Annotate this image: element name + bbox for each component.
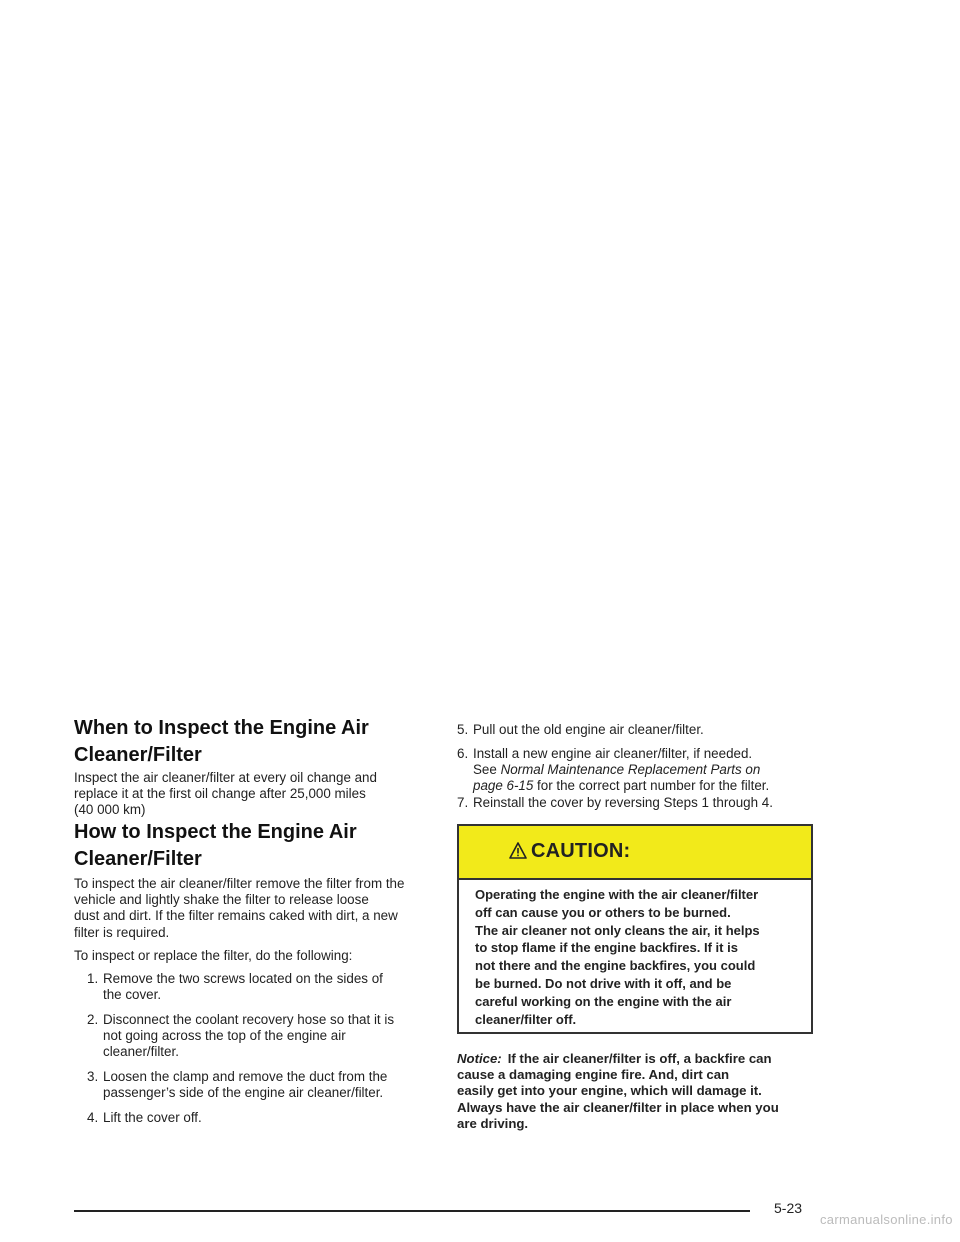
warning-triangle-icon: [509, 842, 527, 860]
procedure-intro: To inspect or replace the filter, do the following:: [74, 948, 353, 963]
step-number: 1.: [87, 971, 99, 986]
cross-reference-link[interactable]: Normal Maintenance Replacement Parts on: [500, 762, 761, 778]
step-number: 7.: [457, 795, 469, 810]
section-heading-when-to-inspect: When to Inspect the Engine Air Cleaner/Filter: [74, 717, 369, 766]
inspection-method-paragraph: To inspect the air cleaner/filter remove the filter from the vehicle and lightly shake the filter to release loose dust and dirt. If the filter remains caked with dirt, a new filter is required.: [74, 876, 405, 940]
notice-paragraph: Notice: If the air cleaner/filter is off, a backfire can cause a damaging engine fire. And, dirt can easily get into your engine, which will damage it. Always have the air cleaner/filter in place when you are driving.: [457, 1051, 779, 1131]
step-number: 6.: [457, 746, 469, 761]
caution-box: [457, 824, 813, 1034]
step-number: 5.: [457, 722, 469, 737]
cross-reference-page[interactable]: page 6-15: [473, 778, 534, 794]
inspection-interval-paragraph: Inspect the air cleaner/filter at every oil change and replace it at the first oil change after 25,000 miles (40 000 km): [74, 770, 377, 818]
footer-rule: [74, 1210, 750, 1212]
step-number: 2.: [87, 1012, 99, 1027]
notice-label: Notice:: [457, 1051, 502, 1066]
page-number: 5-23: [774, 1200, 803, 1216]
caution-header: [459, 826, 811, 880]
watermark: carmanualsonline.info: [820, 1212, 953, 1227]
caution-title: CAUTION:: [531, 840, 631, 862]
section-heading-how-to-inspect: How to Inspect the Engine Air Cleaner/Filter: [74, 821, 357, 870]
step-number: 3.: [87, 1069, 99, 1084]
caution-text: Operating the engine with the air cleaner/filter off can cause you or others to be burned. The air cleaner not only cleans the air, it helps to stop flame if the engine backfires. If it is not there and the engine backfires, you could be burned. Do not drive with it off, and be careful working on the engine with the air cleaner/filter off.: [475, 887, 760, 1027]
step-number: 4.: [87, 1110, 99, 1125]
